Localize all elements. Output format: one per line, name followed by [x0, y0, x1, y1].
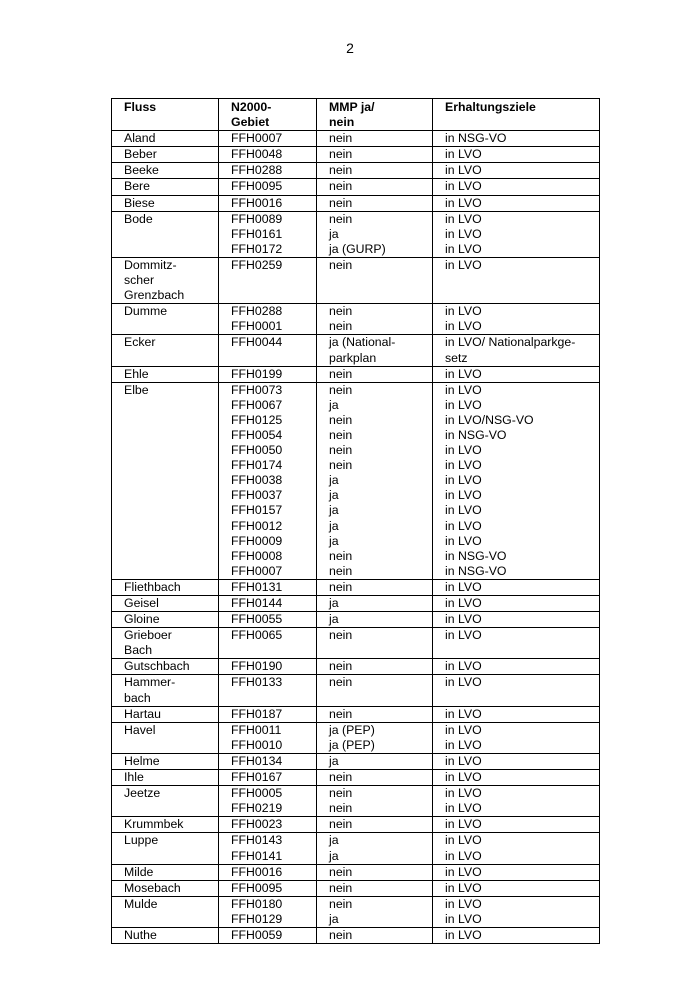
cell-fluss: Grieboer Bach — [112, 628, 219, 659]
cell-fluss: Beeke — [112, 163, 219, 179]
cell-fluss: Beber — [112, 147, 219, 163]
cell-erhaltungsziele: in LVO — [433, 147, 600, 163]
table-row — [112, 579, 600, 595]
header-n2000-gebiet: N2000- Gebiet — [219, 99, 317, 131]
cell-n2000-gebiet: FFH0065 — [219, 628, 317, 659]
table-row — [112, 131, 600, 147]
cell-erhaltungsziele: in LVO — [433, 579, 600, 595]
table-row — [112, 880, 600, 896]
cell-mmp: nein — [317, 366, 433, 382]
cell-n2000-gebiet: FFH0023 — [219, 817, 317, 833]
cell-mmp: nein nein — [317, 786, 433, 817]
cell-mmp: nein — [317, 257, 433, 303]
cell-mmp: nein — [317, 706, 433, 722]
cell-n2000-gebiet: FFH0016 — [219, 195, 317, 211]
cell-n2000-gebiet: FFH0095 — [219, 880, 317, 896]
table-row — [112, 786, 600, 817]
cell-mmp: ja ja — [317, 833, 433, 864]
table-row — [112, 211, 600, 257]
cell-erhaltungsziele: in LVO — [433, 817, 600, 833]
cell-n2000-gebiet: FFH0133 — [219, 675, 317, 706]
table-row — [112, 817, 600, 833]
cell-erhaltungsziele: in LVO in LVO — [433, 304, 600, 335]
cell-fluss: Ecker — [112, 335, 219, 366]
cell-erhaltungsziele: in LVO — [433, 675, 600, 706]
table-row — [112, 833, 600, 864]
table-row — [112, 753, 600, 769]
cell-fluss: Hartau — [112, 706, 219, 722]
cell-n2000-gebiet: FFH0073 FFH0067 FFH0125 FFH0054 FFH0050 FFH0174 FFH0038 FFH0037 FFH0157 FFH0012 FFH0009 FFH0008 FFH0007 — [219, 382, 317, 579]
table-row — [112, 864, 600, 880]
cell-erhaltungsziele: in LVO — [433, 864, 600, 880]
cell-mmp: nein — [317, 770, 433, 786]
cell-n2000-gebiet: FFH0187 — [219, 706, 317, 722]
cell-mmp: nein — [317, 579, 433, 595]
cell-fluss: Nuthe — [112, 927, 219, 943]
cell-mmp: ja (PEP) ja (PEP) — [317, 722, 433, 753]
cell-erhaltungsziele: in LVO — [433, 596, 600, 612]
cell-fluss: Elbe — [112, 382, 219, 579]
cell-fluss: Jeetze — [112, 786, 219, 817]
cell-n2000-gebiet: FFH0288 FFH0001 — [219, 304, 317, 335]
river-table — [111, 98, 600, 944]
cell-mmp: ja — [317, 753, 433, 769]
cell-erhaltungsziele: in LVO in LVO in LVO/NSG-VO in NSG-VO in LVO in LVO in LVO in LVO in LVO in LVO in LVO in NSG-VO in NSG-VO — [433, 382, 600, 579]
cell-n2000-gebiet: FFH0288 — [219, 163, 317, 179]
cell-erhaltungsziele: in LVO in LVO in LVO — [433, 211, 600, 257]
table-row — [112, 659, 600, 675]
table-row — [112, 179, 600, 195]
cell-fluss: Mulde — [112, 896, 219, 927]
cell-fluss: Ehle — [112, 366, 219, 382]
cell-mmp: ja (National- parkplan — [317, 335, 433, 366]
cell-mmp: nein — [317, 628, 433, 659]
cell-erhaltungsziele: in LVO — [433, 612, 600, 628]
table-row — [112, 722, 600, 753]
cell-fluss: Krummbek — [112, 817, 219, 833]
table-row — [112, 195, 600, 211]
cell-mmp: nein ja nein nein nein nein ja ja ja ja ja nein nein — [317, 382, 433, 579]
cell-erhaltungsziele: in LVO — [433, 163, 600, 179]
cell-n2000-gebiet: FFH0016 — [219, 864, 317, 880]
cell-fluss: Gutschbach — [112, 659, 219, 675]
cell-fluss: Bere — [112, 179, 219, 195]
cell-n2000-gebiet: FFH0044 — [219, 335, 317, 366]
cell-mmp: nein nein — [317, 304, 433, 335]
cell-n2000-gebiet: FFH0190 — [219, 659, 317, 675]
cell-n2000-gebiet: FFH0134 — [219, 753, 317, 769]
cell-mmp: nein ja — [317, 896, 433, 927]
cell-mmp: nein — [317, 659, 433, 675]
cell-erhaltungsziele: in LVO — [433, 659, 600, 675]
cell-erhaltungsziele: in LVO/ Nationalparkge- setz — [433, 335, 600, 366]
cell-mmp: nein — [317, 179, 433, 195]
table-row — [112, 770, 600, 786]
cell-mmp: nein — [317, 163, 433, 179]
cell-mmp: ja — [317, 596, 433, 612]
cell-fluss: Milde — [112, 864, 219, 880]
table-row — [112, 335, 600, 366]
table-row — [112, 163, 600, 179]
cell-n2000-gebiet: FFH0259 — [219, 257, 317, 303]
cell-n2000-gebiet: FFH0167 — [219, 770, 317, 786]
table-row — [112, 366, 600, 382]
cell-fluss: Helme — [112, 753, 219, 769]
cell-erhaltungsziele: in LVO — [433, 927, 600, 943]
cell-n2000-gebiet: FFH0089 FFH0161 FFH0172 — [219, 211, 317, 257]
table-row — [112, 612, 600, 628]
cell-n2000-gebiet: FFH0055 — [219, 612, 317, 628]
cell-n2000-gebiet: FFH0180 FFH0129 — [219, 896, 317, 927]
cell-fluss: Mosebach — [112, 880, 219, 896]
cell-mmp: nein — [317, 131, 433, 147]
cell-fluss: Geisel — [112, 596, 219, 612]
cell-erhaltungsziele: in LVO — [433, 753, 600, 769]
cell-erhaltungsziele: in LVO — [433, 628, 600, 659]
cell-mmp: nein — [317, 927, 433, 943]
cell-fluss: Dommitz- scher Grenzbach — [112, 257, 219, 303]
table-row — [112, 927, 600, 943]
table-row — [112, 147, 600, 163]
cell-fluss: Luppe — [112, 833, 219, 864]
table-header-row — [112, 99, 600, 131]
table-row — [112, 257, 600, 303]
cell-mmp: nein — [317, 147, 433, 163]
cell-fluss: Fliethbach — [112, 579, 219, 595]
cell-fluss: Aland — [112, 131, 219, 147]
cell-erhaltungsziele: in LVO in LVO — [433, 896, 600, 927]
cell-fluss: Hammer- bach — [112, 675, 219, 706]
cell-fluss: Bode — [112, 211, 219, 257]
cell-fluss: Dumme — [112, 304, 219, 335]
cell-n2000-gebiet: FFH0095 — [219, 179, 317, 195]
cell-n2000-gebiet: FFH0007 — [219, 131, 317, 147]
cell-fluss: Biese — [112, 195, 219, 211]
cell-n2000-gebiet: FFH0059 — [219, 927, 317, 943]
cell-n2000-gebiet: FFH0131 — [219, 579, 317, 595]
cell-erhaltungsziele: in NSG-VO — [433, 131, 600, 147]
cell-mmp: ja — [317, 612, 433, 628]
table-row — [112, 382, 600, 579]
table-row — [112, 706, 600, 722]
cell-fluss: Ihle — [112, 770, 219, 786]
cell-n2000-gebiet: FFH0011 FFH0010 — [219, 722, 317, 753]
cell-n2000-gebiet: FFH0144 — [219, 596, 317, 612]
table-row — [112, 628, 600, 659]
table-row — [112, 304, 600, 335]
cell-mmp: nein — [317, 864, 433, 880]
cell-mmp: nein — [317, 817, 433, 833]
cell-n2000-gebiet: FFH0143 FFH0141 — [219, 833, 317, 864]
cell-n2000-gebiet: FFH0048 — [219, 147, 317, 163]
table-row — [112, 896, 600, 927]
cell-mmp: nein — [317, 675, 433, 706]
cell-mmp: nein ja ja (GURP) — [317, 211, 433, 257]
cell-erhaltungsziele: in LVO — [433, 770, 600, 786]
header-erhaltungsziele: Erhaltungsziele — [433, 99, 600, 131]
cell-erhaltungsziele: in LVO — [433, 257, 600, 303]
cell-n2000-gebiet: FFH0005 FFH0219 — [219, 786, 317, 817]
cell-erhaltungsziele: in LVO — [433, 706, 600, 722]
cell-fluss: Havel — [112, 722, 219, 753]
cell-n2000-gebiet: FFH0199 — [219, 366, 317, 382]
page-number: 2 — [346, 40, 354, 56]
table-row — [112, 596, 600, 612]
cell-erhaltungsziele: in LVO in LVO — [433, 833, 600, 864]
header-fluss: Fluss — [112, 99, 219, 131]
cell-mmp: nein — [317, 880, 433, 896]
cell-erhaltungsziele: in LVO — [433, 195, 600, 211]
cell-erhaltungsziele: in LVO — [433, 366, 600, 382]
cell-erhaltungsziele: in LVO in LVO — [433, 722, 600, 753]
cell-erhaltungsziele: in LVO — [433, 179, 600, 195]
cell-erhaltungsziele: in LVO — [433, 880, 600, 896]
cell-erhaltungsziele: in LVO in LVO — [433, 786, 600, 817]
header-mmp: MMP ja/ nein — [317, 99, 433, 131]
table-row — [112, 675, 600, 706]
cell-fluss: Gloine — [112, 612, 219, 628]
cell-mmp: nein — [317, 195, 433, 211]
